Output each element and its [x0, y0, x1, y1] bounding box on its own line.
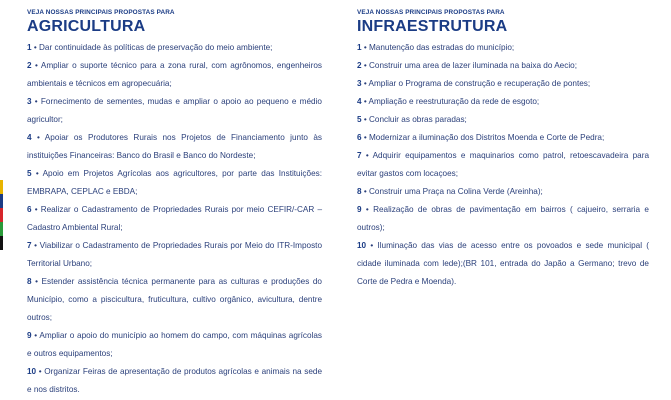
color-edge-strip — [0, 180, 3, 250]
item-number: 8 — [357, 187, 362, 196]
item-text: • Adquirir equipamentos e maquinarios como patrol, retoescavadeira para evitar gastos com locaçoes; — [357, 151, 649, 178]
agricultura-item-8 — [27, 273, 322, 327]
item-number: 4 — [357, 97, 362, 106]
item-text: • Modernizar a iluminação dos Distritos Moenda e Corte de Pedra; — [361, 133, 605, 142]
item-number: 10 — [27, 367, 37, 376]
item-number: 9 — [27, 331, 32, 340]
item-number: 6 — [27, 205, 32, 214]
item-text: • Viabilizar o Cadastramento de Propriedades Rurais por Meio do ITR-Imposto Territorial Urbano; — [27, 241, 322, 268]
infraestrutura-item-2 — [357, 57, 649, 75]
agricultura-list — [27, 39, 322, 399]
agricultura-kicker: VEJA NOSSAS PRINCIPAIS PROPOSTAS PARA — [27, 9, 175, 16]
edge-color-3 — [0, 208, 3, 222]
item-text: • Iluminação das vias de acesso entre os povoados e sede municipal ( cidade iluminada com lede);(BR 101, entrada do Japão a Germano; trevo de Corte de Pedra e Moenda). — [357, 241, 649, 286]
item-text: • Estender assistência técnica permanente para as culturas e produções do Município, como a piscicultura, fruticultura, cultivo orgânico, avicultura, dentre outros; — [27, 277, 322, 322]
infraestrutura-title: INFRAESTRUTURA — [357, 18, 508, 35]
item-text: • Ampliar o suporte técnico para a zona rural, com agrônomos, engenheiros ambientais e técnicos em agropecuária; — [27, 61, 322, 88]
edge-color-4 — [0, 222, 3, 236]
item-number: 6 — [357, 133, 362, 142]
agricultura-item-10 — [27, 363, 322, 399]
item-text: • Apoio em Projetos Agrícolas aos agricultores, por parte das Instituições: EMBRAPA, CEPLAC e EBDA; — [27, 169, 322, 196]
agricultura-item-6 — [27, 201, 322, 237]
item-text: • Construir uma area de lazer iluminada na baixa do Aecio; — [361, 61, 577, 70]
agricultura-item-1 — [27, 39, 322, 57]
item-number: 10 — [357, 241, 367, 250]
item-number: 4 — [27, 133, 32, 142]
item-number: 7 — [27, 241, 32, 250]
infraestrutura-item-6 — [357, 129, 649, 147]
agricultura-title: AGRICULTURA — [27, 18, 146, 35]
item-text: • Realização de obras de pavimentação em bairros ( cajueiro, serraria e outros); — [357, 205, 649, 232]
infraestrutura-item-5 — [357, 111, 649, 129]
infraestrutura-item-9 — [357, 201, 649, 237]
infraestrutura-item-10 — [357, 237, 649, 291]
infraestrutura-item-4 — [357, 93, 649, 111]
infraestrutura-item-8 — [357, 183, 649, 201]
item-number: 1 — [27, 43, 32, 52]
agricultura-item-2 — [27, 57, 322, 93]
edge-color-2 — [0, 194, 3, 208]
edge-color-5 — [0, 236, 3, 250]
item-number: 5 — [27, 169, 32, 178]
item-number: 1 — [357, 43, 362, 52]
item-text: • Fornecimento de sementes, mudas e ampliar o apoio ao pequeno e médio agricultor; — [27, 97, 322, 124]
item-number: 5 — [357, 115, 362, 124]
item-text: • Construir uma Praça na Colina Verde (Areinha); — [361, 187, 543, 196]
item-number: 3 — [357, 79, 362, 88]
item-text: • Ampliação e reestruturação da rede de esgoto; — [361, 97, 540, 106]
infraestrutura-section — [357, 9, 649, 291]
item-number: 2 — [357, 61, 362, 70]
item-text: • Manutenção das estradas do município; — [361, 43, 515, 52]
item-number: 9 — [357, 205, 362, 214]
infraestrutura-item-3 — [357, 75, 649, 93]
infraestrutura-list — [357, 39, 649, 291]
infraestrutura-kicker: VEJA NOSSAS PRINCIPAIS PROPOSTAS PARA — [357, 9, 505, 16]
item-text: • Ampliar o apoio do município ao homem do campo, com máquinas agrícolas e outros equipamentos; — [27, 331, 322, 358]
agricultura-item-4 — [27, 129, 322, 165]
edge-color-1 — [0, 180, 3, 194]
agricultura-item-3 — [27, 93, 322, 129]
item-number: 2 — [27, 61, 32, 70]
item-number: 8 — [27, 277, 32, 286]
infraestrutura-item-7 — [357, 147, 649, 183]
agricultura-item-5 — [27, 165, 322, 201]
infraestrutura-item-1 — [357, 39, 649, 57]
item-text: • Organizar Feiras de apresentação de produtos agrícolas e animais na sede e nos distritos. — [27, 367, 322, 394]
item-number: 7 — [357, 151, 362, 160]
agricultura-item-7 — [27, 237, 322, 273]
agricultura-item-9 — [27, 327, 322, 363]
item-text: • Ampliar o Programa de construção e recuperação de pontes; — [361, 79, 591, 88]
item-text: • Apoiar os Produtores Rurais nos Projetos de Financiamento junto às instituições Financeiras: Banco do Brasil e Banco do Nordeste; — [27, 133, 322, 160]
agricultura-section — [27, 9, 322, 399]
item-text: • Concluir as obras paradas; — [361, 115, 467, 124]
item-number: 3 — [27, 97, 32, 106]
item-text: • Realizar o Cadastramento de Propriedades Rurais por meio CEFIR/-CAR – Cadastro Ambiental Rural; — [27, 205, 322, 232]
item-text: • Dar continuidade às políticas de preservação do meio ambiente; — [31, 43, 273, 52]
